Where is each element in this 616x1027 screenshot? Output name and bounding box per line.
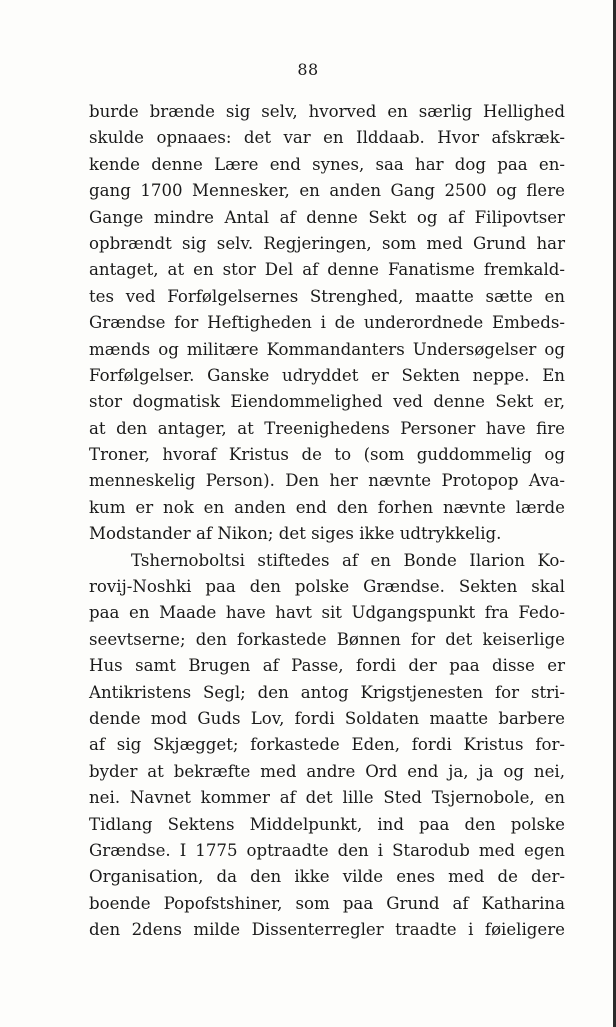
text-line: Hus samt Brugen af Passe, fordi der paa disse er: [89, 656, 565, 676]
text-line: mænds og militære Kommandanters Undersøgelser og: [89, 339, 565, 359]
text-line: seevtserne; den forkastede Bønnen for det keiserlige: [89, 629, 565, 649]
text-line: rovij-Noshki paa den polske Grændse. Sekten skal: [89, 577, 565, 597]
text-line: Troner, hvoraf Kristus de to (som guddommelig og: [89, 445, 565, 465]
text-line: Forfølgelser. Ganske udryddet er Sekten neppe. En: [89, 365, 565, 385]
body-text: [89, 99, 565, 944]
text-line: Antikristens Segl; den antog Krigstjenesten for stri-: [89, 682, 565, 702]
text-line: Grændse. I 1775 optraadte den i Starodub med egen: [89, 840, 565, 860]
text-line: opbrændt sig selv. Regjeringen, som med Grund har: [89, 233, 565, 253]
text-line: nei. Navnet kommer af det lille Sted Tsjernobole, en: [89, 788, 565, 808]
text-line: kende denne Lære end synes, saa har dog paa en-: [89, 154, 565, 174]
text-line: af sig Skjægget; forkastede Eden, fordi Kristus for-: [89, 735, 565, 755]
text-line: den 2dens milde Dissenterregler traadte i føieligere: [89, 920, 565, 940]
text-line: stor dogmatisk Eiendommelighed ved denne Sekt er,: [89, 392, 565, 412]
text-line: byder at bekræfte med andre Ord end ja, ja og nei,: [89, 761, 565, 781]
text-line: kum er nok en anden end den forhen nævnte lærde: [89, 497, 565, 517]
text-line: dende mod Guds Lov, fordi Soldaten maatte barbere: [89, 708, 565, 728]
text-line: Tidlang Sektens Middelpunkt, ind paa den polske: [89, 814, 565, 834]
text-line: menneskelig Person). Den her nævnte Protopop Ava-: [89, 471, 565, 491]
text-line: tes ved Forfølgelsernes Strenghed, maatte sætte en: [89, 286, 565, 306]
text-line: Tshernoboltsi stiftedes af en Bonde Ilarion Ko-: [131, 550, 565, 570]
page-number: 88: [297, 60, 319, 79]
text-line: Grændse for Heftigheden i de underordnede Embeds-: [89, 313, 565, 333]
text-line: antaget, at en stor Del af denne Fanatisme fremkald-: [89, 260, 565, 280]
text-line: skulde opnaaes: det var en Ilddaab. Hvor afskræk-: [89, 128, 565, 148]
text-line: boende Popofstshiner, som paa Grund af Katharina: [89, 893, 565, 913]
text-line: burde brænde sig selv, hvorved en særlig Hellighed: [89, 102, 565, 121]
text-line: gang 1700 Mennesker, en anden Gang 2500 og flere: [89, 181, 565, 201]
text-line: paa en Maade have havt sit Udgangspunkt fra Fedo-: [89, 603, 565, 623]
text-line: at den antager, at Treenighedens Personer have fire: [89, 418, 565, 438]
text-line: Organisation, da den ikke vilde enes med de der-: [89, 867, 565, 887]
text-line: Modstander af Nikon; det siges ikke udtrykkelig.: [89, 524, 502, 544]
text-line: Gange mindre Antal af denne Sekt og af Filipovtser: [89, 207, 565, 227]
